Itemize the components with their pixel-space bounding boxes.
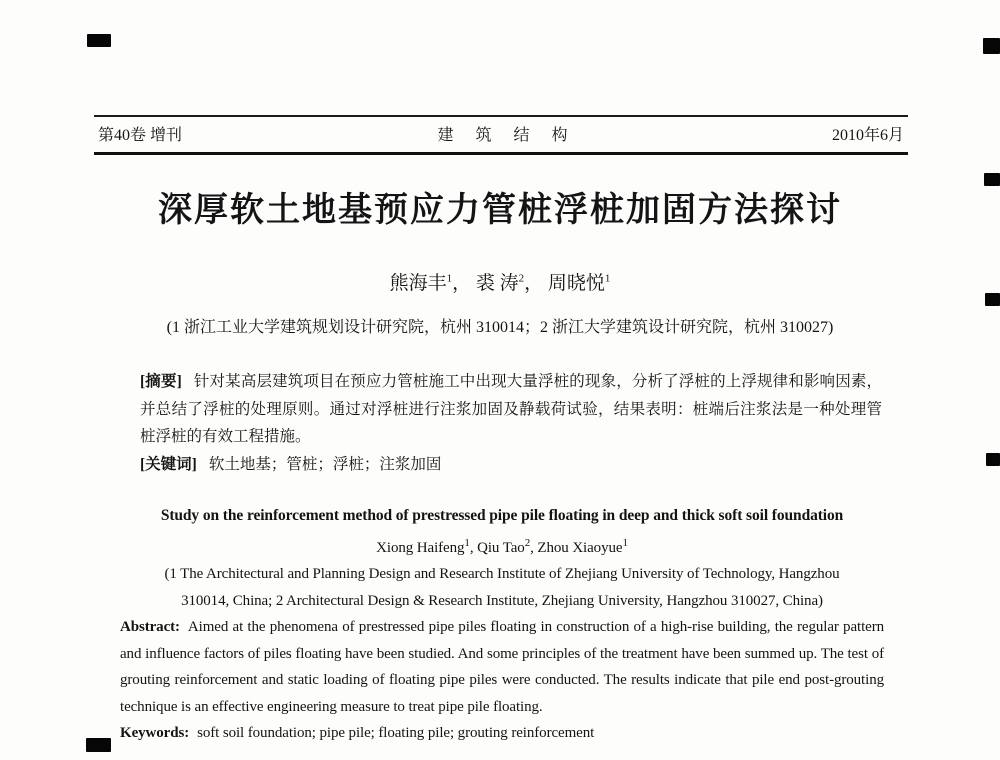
author-cn-2 — [476, 273, 543, 294]
keywords-cn — [140, 451, 882, 479]
author-cn-1-name: 熊海丰 — [389, 273, 447, 294]
author-separator: , — [469, 539, 478, 556]
author-separator: ， — [452, 273, 472, 294]
author-cn-1 — [390, 273, 472, 294]
abstract-en — [120, 614, 884, 720]
keywords-label-en: Keywords: — [120, 725, 190, 741]
author-cn-3-superscript: 1 — [604, 272, 611, 285]
authors-en — [120, 530, 884, 562]
scan-artifact-right-4 — [986, 453, 1000, 466]
authors-cn — [0, 268, 1000, 295]
publication-date: 2010年6月 — [831, 127, 904, 144]
paper-title-cn: 深厚软土地基预应力管桩浮桩加固方法探讨 — [158, 192, 842, 229]
keywords-text-cn: 软土地基；管桩；浮桩；注浆加固 — [208, 455, 442, 473]
scan-artifact-right-1 — [983, 38, 1000, 54]
volume-issue: 第40卷 增刊 — [98, 127, 183, 144]
affiliation-en-line-1: (1 The Architectural and Planning Design and Research Institute of Zhejiang University of Technology, Hangzhou — [164, 566, 840, 582]
journal-name: 建 筑 结 构 — [437, 127, 577, 144]
abstract-label-en: Abstract: — [120, 619, 180, 635]
keywords-text-en: soft soil foundation; pipe pile; floating pile; grouting reinforcement — [197, 725, 595, 741]
scan-artifact-bottom-left — [86, 738, 111, 752]
author-separator: , — [530, 539, 538, 556]
author-cn-1-superscript: 1 — [446, 272, 453, 285]
scan-artifact-top-left — [87, 34, 111, 47]
journal-header — [94, 115, 908, 155]
keywords-label-cn: [关键词] — [140, 455, 197, 473]
author-en-3 — [537, 536, 628, 556]
abstract-cn — [140, 368, 882, 451]
author-separator: ， — [524, 273, 544, 294]
author-cn-3-name: 周晓悦 — [547, 273, 605, 294]
author-en-1-superscript: 1 — [464, 536, 470, 549]
keywords-en — [120, 720, 884, 747]
author-en-3-name: Zhou Xiaoyue — [537, 539, 623, 556]
author-en-2-superscript: 2 — [524, 536, 531, 549]
english-section — [120, 503, 884, 747]
abstract-text-en: Aimed at the phenomena of prestressed pipe piles floating in construction of a high-rise building, the regular pattern and influence factors of piles floating have been studied. And some principles of the treatment have been summed up. The test of grouting reinforcement and static loading of floating pipe piles were conducted. The results indicate that pile end post-grouting technique is an effective engineering measure to treat pipe pile floating. — [120, 619, 884, 715]
author-en-2 — [477, 536, 538, 556]
author-cn-2-superscript: 2 — [518, 272, 525, 285]
paper-title-en: Study on the reinforcement method of prestressed pipe pile floating in deep and thick soft soil foundation — [160, 507, 844, 524]
affiliation-en-line-2: 310014, China; 2 Architectural Design & Research Institute, Zhejiang University, Hangzhou 310027, China) — [181, 592, 823, 609]
journal-header-row — [94, 117, 908, 152]
author-en-3-superscript: 1 — [622, 536, 628, 549]
affiliation-cn: (1 浙江工业大学建筑规划设计研究院，杭州 310014；2 浙江大学建筑设计研究院，杭州 310027) — [166, 319, 834, 336]
author-en-1-name: Xiong Haifeng — [376, 539, 465, 556]
abstract-text-cn: 针对某高层建筑项目在预应力管桩施工中出现大量浮桩的现象，分析了浮桩的上浮规律和影响因素，并总结了浮桩的处理原则。通过对浮桩进行注浆加固及静载荷试验，结果表明：桩端后注浆法是一种处理管桩浮桩的有效工程措施。 — [140, 373, 882, 445]
author-en-1 — [376, 536, 478, 556]
author-cn-2-name: 裘 涛 — [475, 273, 519, 294]
author-cn-3 — [548, 273, 611, 294]
abstract-section-cn — [140, 368, 882, 478]
abstract-label-cn: [摘要] — [140, 373, 182, 390]
author-en-2-name: Qiu Tao — [477, 539, 525, 556]
